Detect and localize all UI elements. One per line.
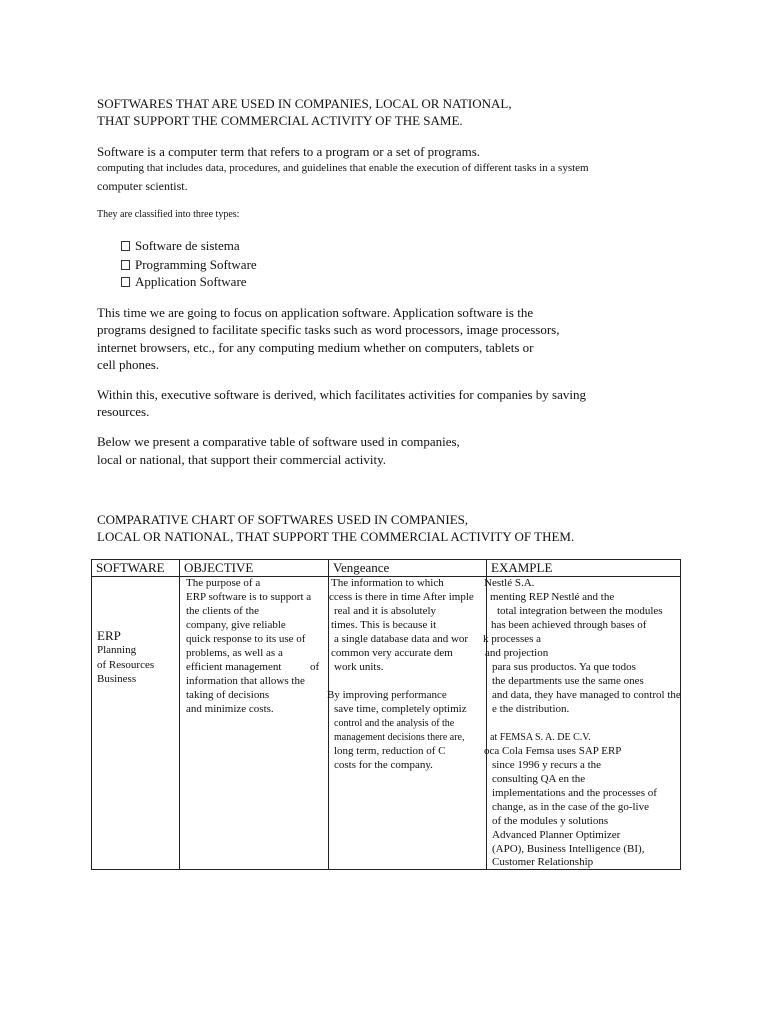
paragraph-line: cell phones. xyxy=(97,357,160,372)
table-cell-text: ccess is there in time After imple xyxy=(329,591,474,603)
table-cell-text: control and the analysis of the xyxy=(334,718,455,729)
table-cell-text: and projection xyxy=(485,647,549,659)
table-cell-text: since 1996 y recurs a the xyxy=(492,759,602,771)
table-cell-text: of the modules y solutions xyxy=(492,815,609,827)
table-cell-text: k processes a xyxy=(483,633,542,645)
software-name: ERP xyxy=(97,628,121,643)
software-desc-line: Planning xyxy=(97,644,137,656)
bullet-box-icon xyxy=(121,277,130,287)
types-intro: They are classified into three types: xyxy=(97,209,240,220)
table-cell-text: long term, reduction of C xyxy=(334,745,446,757)
table-cell-text: oca Cola Femsa uses SAP ERP xyxy=(484,745,622,757)
table-cell-text: quick response to its use of xyxy=(186,633,306,645)
table-cell-text: of xyxy=(310,661,320,673)
table-cell-text: Advanced Planner Optimizer xyxy=(492,829,621,841)
paragraph-line: internet browsers, etc., for any computing medium whether on computers, tablets or xyxy=(97,340,534,355)
table-cell-text: Nestlé S.A. xyxy=(484,577,535,589)
table-cell-text: and data, they have managed to control the xyxy=(492,689,681,701)
list-item: Application Software xyxy=(121,275,247,288)
table-cell-text: information that allows the xyxy=(186,675,305,687)
table-cell-text: implementations and the processes of xyxy=(492,787,657,799)
table-cell-text: at FEMSA S. A. DE C.V. xyxy=(490,732,591,743)
table-cell-text: ERP software is to support a xyxy=(186,591,312,603)
document-title-line-1: SOFTWARES THAT ARE USED IN COMPANIES, LOCAL OR NATIONAL, xyxy=(97,96,512,111)
table-cell-text: By improving performance xyxy=(327,689,447,701)
table-cell-text: problems, as well as a xyxy=(186,647,283,659)
table-cell-text: the clients of the xyxy=(186,605,260,617)
table-cell-text: menting REP Nestlé and the xyxy=(490,591,615,603)
paragraph-line: programs designed to facilitate specific tasks such as word processors, image processors, xyxy=(97,322,560,337)
table-cell-text: para sus productos. Ya que todos xyxy=(492,661,636,673)
table-cell-text: real and it is absolutely xyxy=(334,605,437,617)
table-cell-text: consulting QA en the xyxy=(492,773,586,785)
table-cell-text: change, as in the case of the go-live xyxy=(492,801,649,813)
paragraph-line: Within this, executive software is derived, which facilitates activities for companies by saving xyxy=(97,387,586,402)
table-header-cell: EXAMPLE xyxy=(487,560,681,577)
software-desc-line: Business xyxy=(97,673,137,685)
paragraph-line: Below we present a comparative table of software used in companies, xyxy=(97,434,460,449)
table-header-cell: SOFTWARE xyxy=(92,560,180,577)
chart-title-line-1: COMPARATIVE CHART OF SOFTWARES USED IN COMPANIES, xyxy=(97,512,469,527)
definition-line-1: Software is a computer term that refers to a program or a set of programs. xyxy=(97,144,481,159)
table-cell-text: management decisions there are, xyxy=(334,732,465,743)
table-cell-text: work units. xyxy=(334,661,384,673)
table-cell-text: efficient management xyxy=(186,661,282,673)
software-desc-line: of Resources xyxy=(97,659,155,671)
table-cell-text: e the distribution. xyxy=(492,703,570,715)
table-cell-text: (APO), Business Intelligence (BI), xyxy=(492,843,645,855)
list-item: Software de sistema xyxy=(121,239,240,252)
table-cell-text: the departments use the same ones xyxy=(492,675,644,687)
table-cell-text: a single database data and wor xyxy=(334,633,469,645)
bullet-box-icon xyxy=(121,260,130,270)
document-title-line-2: THAT SUPPORT THE COMMERCIAL ACTIVITY OF THE SAME. xyxy=(97,113,463,128)
table-cell-text: and minimize costs. xyxy=(186,703,274,715)
list-item: Programming Software xyxy=(121,258,257,271)
table-header-row xyxy=(92,560,681,577)
table-header-cell: OBJECTIVE xyxy=(180,560,329,577)
paragraph-line: local or national, that support their commercial activity. xyxy=(97,452,387,467)
table-cell-text: common very accurate dem xyxy=(331,647,453,659)
table-cell-text: taking of decisions xyxy=(186,689,270,701)
table-cell-software xyxy=(92,577,180,870)
table-cell-text: times. This is because it xyxy=(331,619,437,631)
chart-title-line-2: LOCAL OR NATIONAL, THAT SUPPORT THE COMMERCIAL ACTIVITY OF THEM. xyxy=(97,529,575,544)
table-cell-text: Customer Relationship xyxy=(492,856,594,868)
table-cell-text: has been achieved through bases of xyxy=(491,619,647,631)
paragraph-line: resources. xyxy=(97,404,150,419)
table-cell-text: costs for the company. xyxy=(334,759,433,771)
table-cell-text: save time, completely optimiz xyxy=(334,703,467,715)
definition-line-3: computer scientist. xyxy=(97,179,188,193)
table-cell-text: total integration between the modules xyxy=(497,605,663,617)
bullet-box-icon xyxy=(121,241,130,251)
table-header-cell: Vengeance xyxy=(329,560,487,577)
definition-line-2: computing that includes data, procedures, and guidelines that enable the execution of different tasks in a system xyxy=(97,162,589,174)
paragraph-line: This time we are going to focus on application software. Application software is the xyxy=(97,305,534,320)
table-cell-text: The information to which xyxy=(331,577,444,589)
table-cell-text: The purpose of a xyxy=(186,577,261,589)
table-cell-text: company, give reliable xyxy=(186,619,286,631)
